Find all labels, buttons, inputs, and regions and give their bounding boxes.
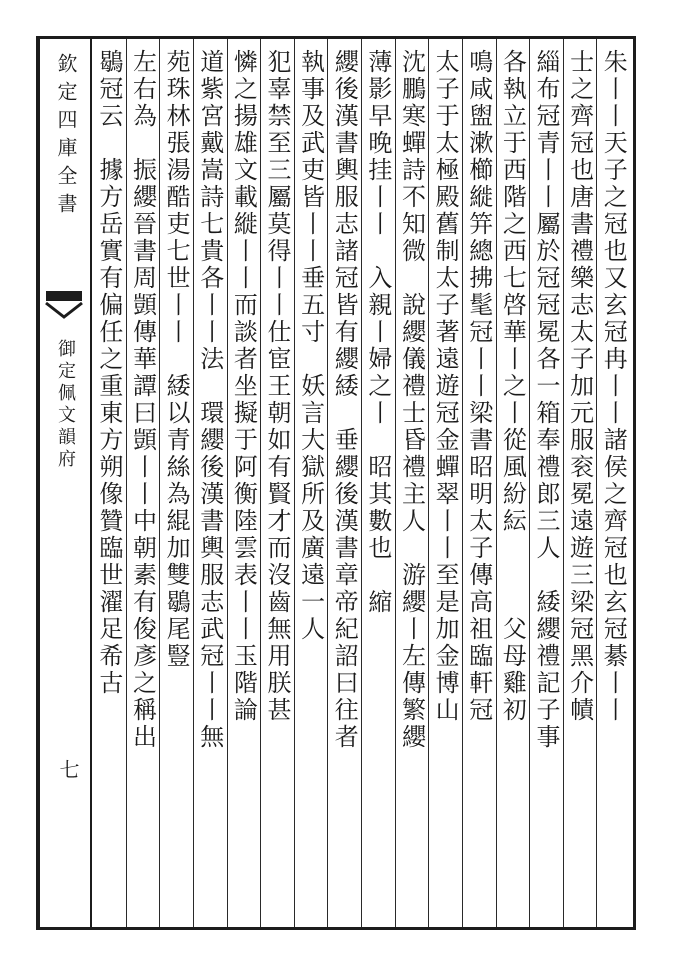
column-rule — [496, 39, 497, 927]
text-column: 各執立于西階之西七啓華丨之丨從風紛紜 父母雞初 — [498, 49, 527, 724]
column-rule — [462, 39, 463, 927]
column-rule — [159, 39, 160, 927]
text-column: 薄影早晚挂丨丨 入親丨婦之丨 昭其數也 縮 — [363, 49, 392, 616]
column-rule — [227, 39, 228, 927]
column-rule — [260, 39, 261, 927]
column-rule — [294, 39, 295, 927]
text-column: 沈鵬寒蟬詩不知微 說纓儀禮士昏禮主人 游纓丨左傳繁纓 — [397, 49, 426, 751]
text-column: 執事及武吏皆丨丨垂五寸 妖言大獄所及廣遠一人 — [296, 49, 325, 643]
column-rule — [529, 39, 530, 927]
column-rule — [361, 39, 362, 927]
text-column: 道紫宮戴嵩詩七貴各丨丨法 環纓後漢書輿服志武冠丨丨無 — [195, 49, 224, 751]
text-column: 鳴咸盥漱櫛縰笄總拂髦冠丨丨梁書昭明太子傳高祖臨軒冠 — [464, 49, 493, 724]
page-frame — [36, 36, 636, 930]
text-column: 緇布冠青丨丨屬於冠冠冕各一箱奉禮郎三人 緌纓禮記子事 — [531, 49, 560, 751]
column-rule — [193, 39, 194, 927]
column-rule — [126, 39, 127, 927]
column-rule — [395, 39, 396, 927]
text-column: 士之齊冠也唐書禮樂志太子加元服衮冕遠遊三梁冠黑介幘 — [565, 49, 594, 724]
book-title: 御定佩文韻府 — [55, 339, 76, 471]
text-column: 苑珠林張湯酷吏七世丨丨 緌以青絲為緄加雙鶡尾豎 — [162, 49, 191, 670]
column-rule — [327, 39, 328, 927]
column-rule — [596, 39, 597, 927]
column-rule — [563, 39, 564, 927]
margin-column — [40, 39, 92, 927]
text-column: 左右為 振纓晉書周顗傳華譚曰顗丨丨中朝素有俊彥之稱出 — [128, 49, 157, 751]
text-column: 太子于太極殿舊制太子著遠遊冠金蟬翠丨丨至是加金博山 — [431, 49, 460, 724]
fish-tail-ornament-icon — [44, 289, 84, 321]
collection-title: 欽定四庫全書 — [54, 53, 78, 221]
text-column: 朱丨丨天子之冠也又玄冠冉丨丨諸侯之齊冠也玄冠綦丨丨 — [599, 49, 628, 724]
text-column: 鶡冠云 據方岳實有偏任之重東方朔像贊臨世濯足希古 — [94, 49, 123, 697]
text-column: 纓後漢書輿服志諸冠皆有纓緌 垂纓後漢書章帝紀詔曰往者 — [330, 49, 359, 751]
column-rule — [428, 39, 429, 927]
text-column: 憐之揚雄文載縰丨丨而談者坐擬于阿衡陸雲表丨丨玉階論 — [229, 49, 258, 724]
page-number: 七 — [56, 759, 80, 779]
text-column: 犯辜禁至三屬莫得丨丨仕宦王朝如有賢才而沒齒無用朕甚 — [262, 49, 291, 724]
